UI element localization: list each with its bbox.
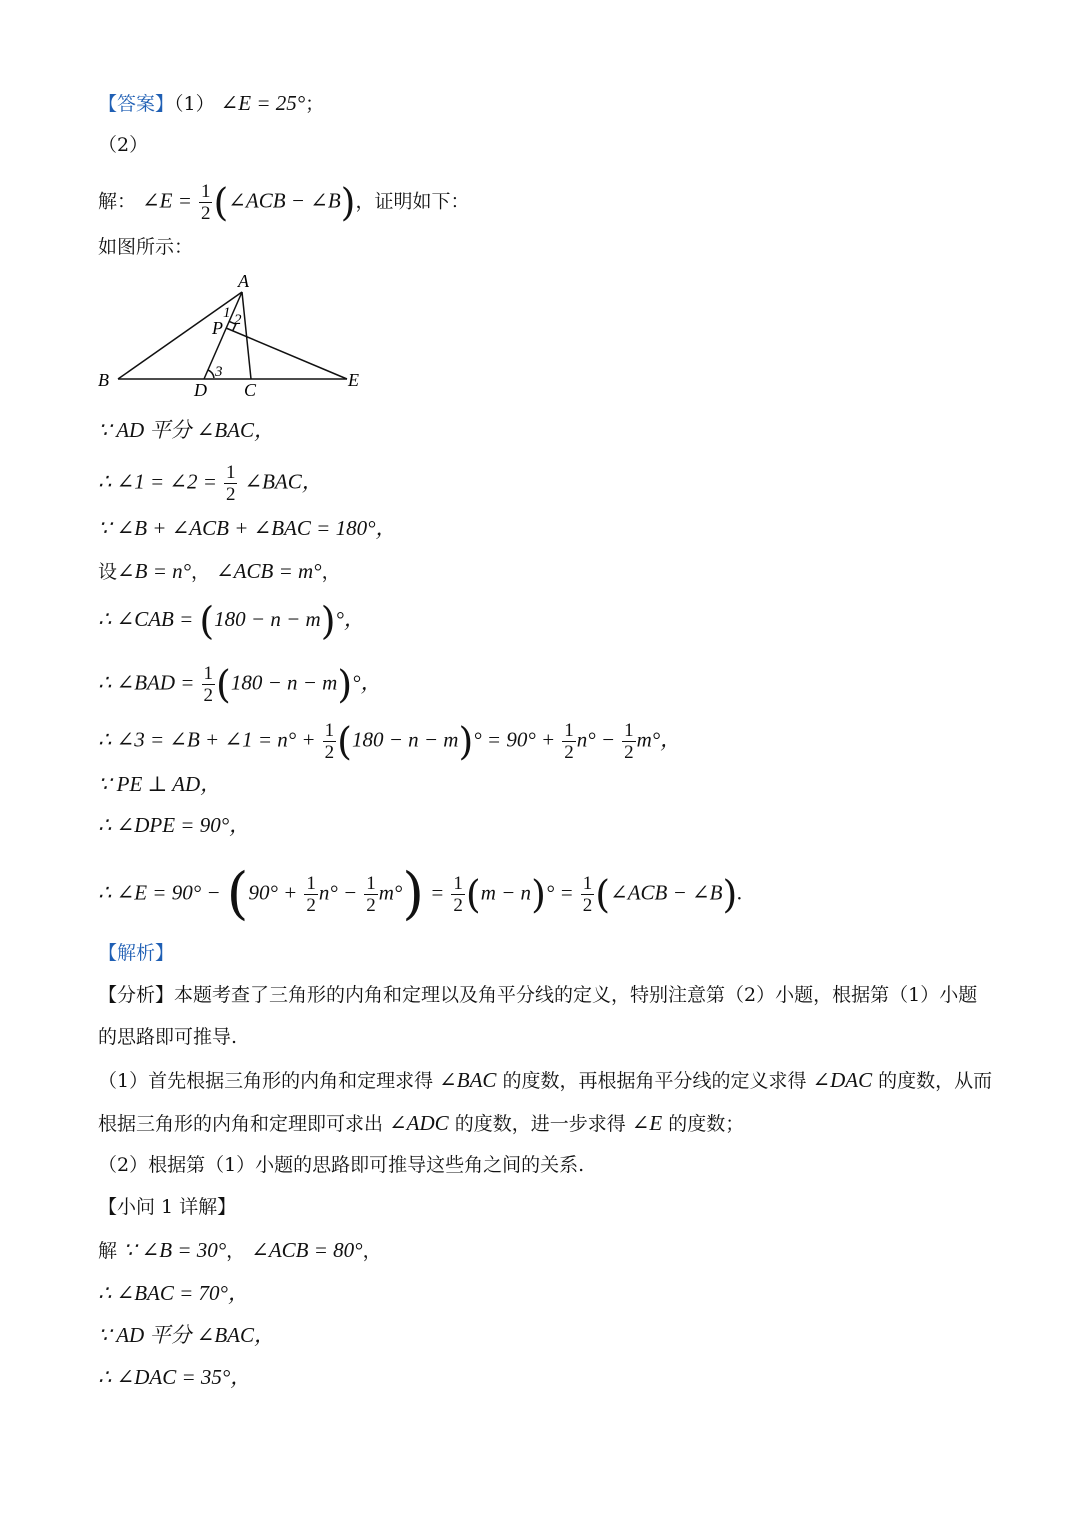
analysis-part1-line-1: （1）首先根据三角形的内角和定理求得 ∠BAC 的度数，再根据角平分线的定义求得 ∠DAC 的度数，从而 [98, 1068, 993, 1092]
fraction-half: $\frac{1}{2}$ [564, 720, 574, 763]
detail-step-2: ∴ ∠BAC = 70°， [98, 1281, 249, 1305]
segment-PE [226, 328, 347, 379]
proof-step-4-expr-a: ∠B = n° [117, 559, 192, 583]
answer-part2-number: （2） [98, 134, 149, 156]
fraction-half: $\frac{1}{2}$ [582, 873, 593, 916]
angle-3-arc [208, 370, 214, 378]
proof-step-7: ∴ ∠3 = ∠B + ∠1 = n° + $\frac{1}{2}$ (180 − n − m)° = 90° + $\frac{1}{2}$ n° − $\frac{1}{2}$ m°， [98, 719, 682, 764]
detail-tag: 【小问 1 详解】 [98, 1196, 237, 1218]
point-label-P: P [212, 318, 223, 338]
point-label-D: D [194, 380, 207, 400]
fraction-numerator: 1 [200, 181, 211, 202]
proof-step-5: ∴ ∠CAB = (180 − n − m)°， [98, 599, 365, 643]
point-label-E: E [348, 370, 359, 390]
angle-label-3: 3 [215, 364, 223, 380]
solution-tail: ，证明如下： [355, 190, 470, 213]
angle-label-2: 2 [234, 312, 242, 328]
fraction-half: $\frac{1}{2}$ [203, 663, 213, 706]
geometry-figure [92, 268, 382, 404]
proof-step-4-expr-b: ∠ACB = m° [216, 559, 322, 583]
fraction-half: $\frac{1}{2}$ [324, 720, 335, 763]
answer-part1-expression: ∠E = 25° [220, 91, 306, 115]
fraction-half [199, 181, 213, 224]
fraction-half: $\frac{1}{2}$ [624, 720, 634, 763]
point-label-C: C [244, 380, 257, 400]
detail-step-4: ∴ ∠DAC = 35°， [98, 1365, 252, 1389]
fraction-half: $\frac{1}{2}$ [453, 873, 463, 916]
solution-lhs: ∠E = [142, 188, 192, 213]
analysis-part1-line-2: 根据三角形的内角和定理即可求出 ∠ADC 的度数，进一步求得 ∠E 的度数； [98, 1111, 745, 1135]
proof-step-3: ∵ ∠B + ∠ACB + ∠BAC = 180°， [98, 516, 397, 540]
fenxi-tag: 【分析】 [98, 984, 175, 1006]
fraction-half: $\frac{1}{2}$ [225, 462, 236, 505]
proof-step-2-rhs: ∠BAC， [244, 469, 323, 494]
detail-step-1: 解 ∵ ∠B = 30°， ∠ACB = 80°， [98, 1238, 382, 1262]
fraction-half: $\frac{1}{2}$ [306, 873, 316, 916]
proof-step-9: ∴ ∠DPE = 90°， [98, 813, 251, 837]
point-label-A: A [238, 271, 249, 291]
proof-step-2 [98, 462, 323, 505]
proof-step-10: ∴ ∠E = 90° − (90° + $\frac{1}{2}$ n° − $\frac{1}{2}$ m°) = $\frac{1}{2}$ (m − n)° = $\frac{1}{2}$ (∠ACB − ∠B). [98, 861, 743, 927]
answer-part1-end: ； [305, 93, 325, 115]
analysis-part2-line: （2）根据第（1）小题的思路即可推导这些角之间的关系. [98, 1154, 585, 1176]
analysis-summary-line-2: 的思路即可推导. [98, 1026, 238, 1048]
answer-line [98, 89, 324, 118]
detail-step-3: ∵ AD 平分 ∠BAC， [98, 1323, 275, 1347]
angle-label-1: 1 [223, 305, 231, 321]
fraction-denominator: 2 [200, 203, 211, 224]
analysis-summary-line-1: 【分析】本题考查了三角形的内角和定理以及角平分线的定义，特别注意第（2）小题，根据第（1）小题 [98, 984, 978, 1006]
solution-label: 解： [98, 190, 137, 213]
fraction-half: $\frac{1}{2}$ [366, 873, 376, 916]
point-label-B: B [98, 370, 109, 390]
answer-tag: 【答案】 [98, 93, 175, 115]
solution-intro-line: 解： ∠E = $\frac{1}{2}$ (∠ACB − ∠B)，证明如下： [98, 180, 470, 225]
proof-step-4-prefix: 设 [98, 561, 118, 583]
proof-step-6: ∴ ∠BAD = $\frac{1}{2}$ (180 − n − m)°， [98, 662, 382, 707]
answer-part1-number: （1） [174, 93, 215, 115]
proof-step-8: ∵ PE ⊥ AD， [98, 772, 222, 796]
proof-step-1: ∵ AD 平分 ∠BAC， [98, 418, 275, 442]
as-shown-text: 如图所示： [98, 236, 194, 258]
solution-paren-expression: ∠ACB − ∠B [228, 188, 341, 213]
proof-step-4: 设∠B = n°， ∠ACB = m°， [98, 559, 341, 583]
proof-step-2-lhs: ∴ ∠1 = ∠2 = [98, 469, 217, 494]
analysis-tag: 【解析】 [98, 942, 175, 964]
